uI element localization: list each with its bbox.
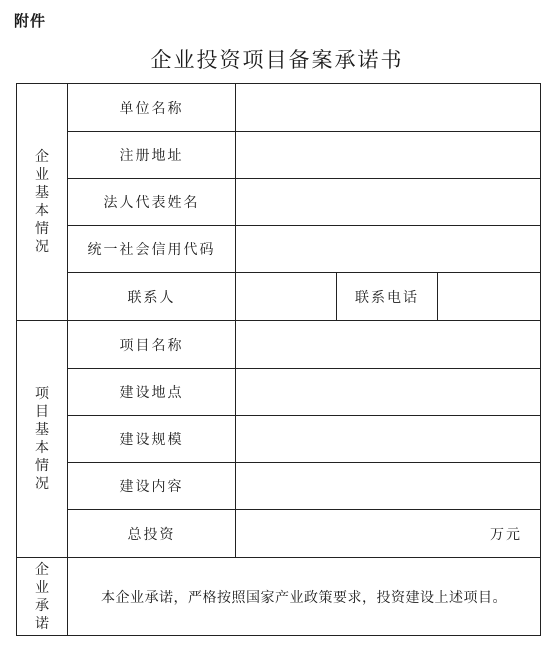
table-row-company-name [17,84,541,132]
enterprise-section-header [17,84,68,321]
section-char: 基 [35,422,49,438]
contact-person-label: 联系人 [68,273,236,321]
table-row-total-investment [17,510,541,558]
section-char: 情 [35,221,49,237]
commitment-statement: 本企业承诺，严格按照国家产业政策要求，投资建设上述项目。 [68,558,541,636]
company-name-label: 单位名称 [68,84,236,132]
company-name-field[interactable] [236,84,541,132]
section-char: 况 [35,239,49,255]
section-char: 企 [35,149,49,165]
section-char: 项 [35,386,49,402]
project-name-field[interactable] [236,321,541,369]
section-char: 企 [35,561,49,578]
attachment-label: 附件 [14,12,47,30]
total-investment-field[interactable] [236,510,541,558]
section-char: 本 [35,440,49,456]
construction-site-label: 建设地点 [68,369,236,416]
registered-address-field[interactable] [236,132,541,179]
contact-person-field[interactable] [236,273,337,321]
table-row-legal-representative [17,179,541,226]
investment-unit: 万元 [490,526,523,543]
section-char: 基 [35,185,49,201]
section-char: 情 [35,458,49,474]
section-char: 诺 [35,615,49,632]
section-char: 目 [35,404,49,420]
project-name-label: 项目名称 [68,321,236,369]
commitment-section-header [17,558,68,636]
construction-site-field[interactable] [236,369,541,416]
section-char: 业 [35,167,49,183]
construction-content-field[interactable] [236,463,541,510]
section-char: 本 [35,203,49,219]
construction-content-label: 建设内容 [68,463,236,510]
table-row-construction-site [17,369,541,416]
table-row-project-name [17,321,541,369]
table-row-construction-scale [17,416,541,463]
commitment-form-table [16,83,541,636]
contact-phone-label: 联系电话 [337,273,438,321]
section-char: 承 [35,597,49,614]
credit-code-label: 统一社会信用代码 [68,226,236,273]
table-row-construction-content [17,463,541,510]
contact-phone-field[interactable] [438,273,541,321]
credit-code-field[interactable] [236,226,541,273]
table-row-registered-address [17,132,541,179]
total-investment-label: 总投资 [68,510,236,558]
legal-representative-field[interactable] [236,179,541,226]
legal-representative-label: 法人代表姓名 [68,179,236,226]
table-row-contact [17,273,541,321]
project-section-header [17,321,68,558]
construction-scale-label: 建设规模 [68,416,236,463]
table-row-commitment [17,558,541,636]
registered-address-label: 注册地址 [68,132,236,179]
construction-scale-field[interactable] [236,416,541,463]
section-char: 况 [35,476,49,492]
table-row-credit-code [17,226,541,273]
section-char: 业 [35,579,49,596]
document-title: 企业投资项目备案承诺书 [150,48,404,72]
